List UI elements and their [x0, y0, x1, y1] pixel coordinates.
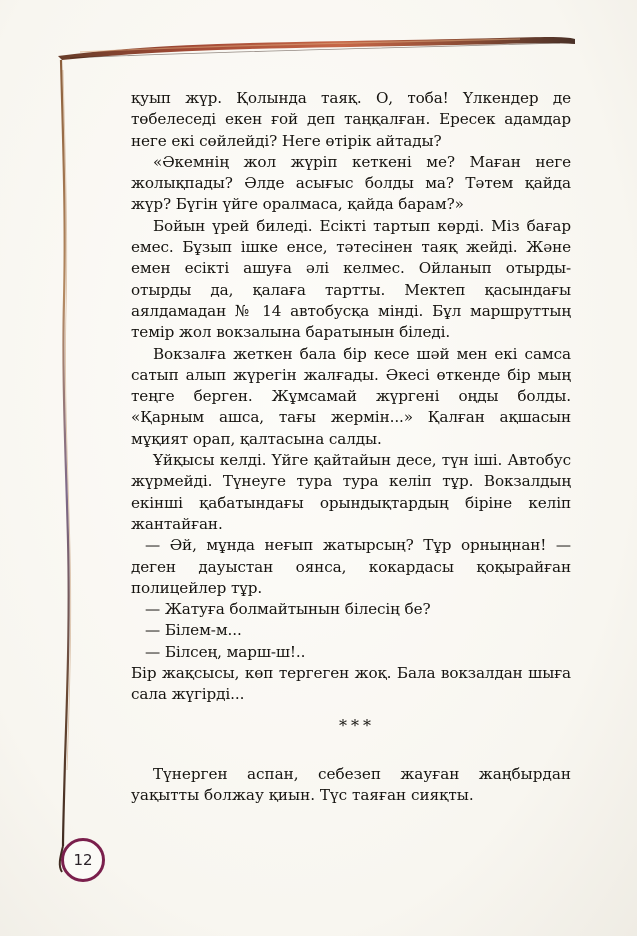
top-stick-stroke — [58, 37, 575, 60]
main-text — [131, 88, 571, 706]
paragraph-5: Ұйқысы келді. Үйге қайтайын десе, түн іші. Автобус жүрмейді. Түнеуге тура тура келіп тұр. Вокзалдың екінші қабатындағы орындықтардың біріне келіп жантайған. — [131, 451, 571, 533]
dialogue-3: — Білем-м... — [145, 621, 242, 640]
paragraph-3: Бойын үрей биледі. Есікті тартып көрді. Міз бағар емес. Бұзып ішке енсе, тәтесінен таяқ жейді. Және емен есікті ашуға әлі келмес. Ойланып отырды-отырды да, қалаға тартты. Мектеп қасындағы аялдамадан № 14 автобусқа мінді. Бұл маршруттың темір жол вокзалына баратынын біледі. — [131, 216, 571, 342]
paragraph-2: «Әкемнің жол жүріп кеткені ме? Маған неге жолықпады? Әлде асығыс болды ма? Тәтем қайда жүр? Бүгін үйге оралмаса, қайда барам?» — [131, 152, 571, 214]
section-separator: *** — [339, 716, 375, 735]
dialogue-2: — Жатуға болмайтынын білесің бе? — [145, 600, 431, 619]
paragraph-4: Вокзалға жеткен бала бір кесе шәй мен екі самса сатып алып жүрегін жалғады. Әкесі өткенде бір мың теңге берген. Жұмсамай жүргені оңды болды. «Қарным ашса, тағы жермін...» Қалған ақшасын мұқият орап, қалтасына салды. — [131, 344, 571, 448]
page-number: 12 — [73, 851, 93, 869]
closing-paragraph: Түнерген аспан, себезеп жауған жаңбырдан уақытты болжау қиын. Түс таяған сияқты. — [131, 765, 571, 805]
paragraph-1: қуып жүр. Қолында таяқ. О, тоба! Үлкендер де төбелеседі екен ғой деп таңқалған. Ересек адамдар неге екі сөйлейді? Неге өтірік айтады? — [131, 89, 571, 150]
paragraph-6: Бір жақсысы, көп тергеген жоқ. Бала вокзалдан шыға сала жүгірді... — [131, 664, 571, 704]
dialogue-4: — Білсең, марш-ш!.. — [145, 642, 306, 661]
page-number-circle — [61, 838, 105, 882]
dialogue-1: — Әй, мұнда неғып жатырсың? Тұр орныңнан! — деген дауыстан оянса, кокардасы қоқырайған полицейлер тұр. — [131, 536, 571, 597]
